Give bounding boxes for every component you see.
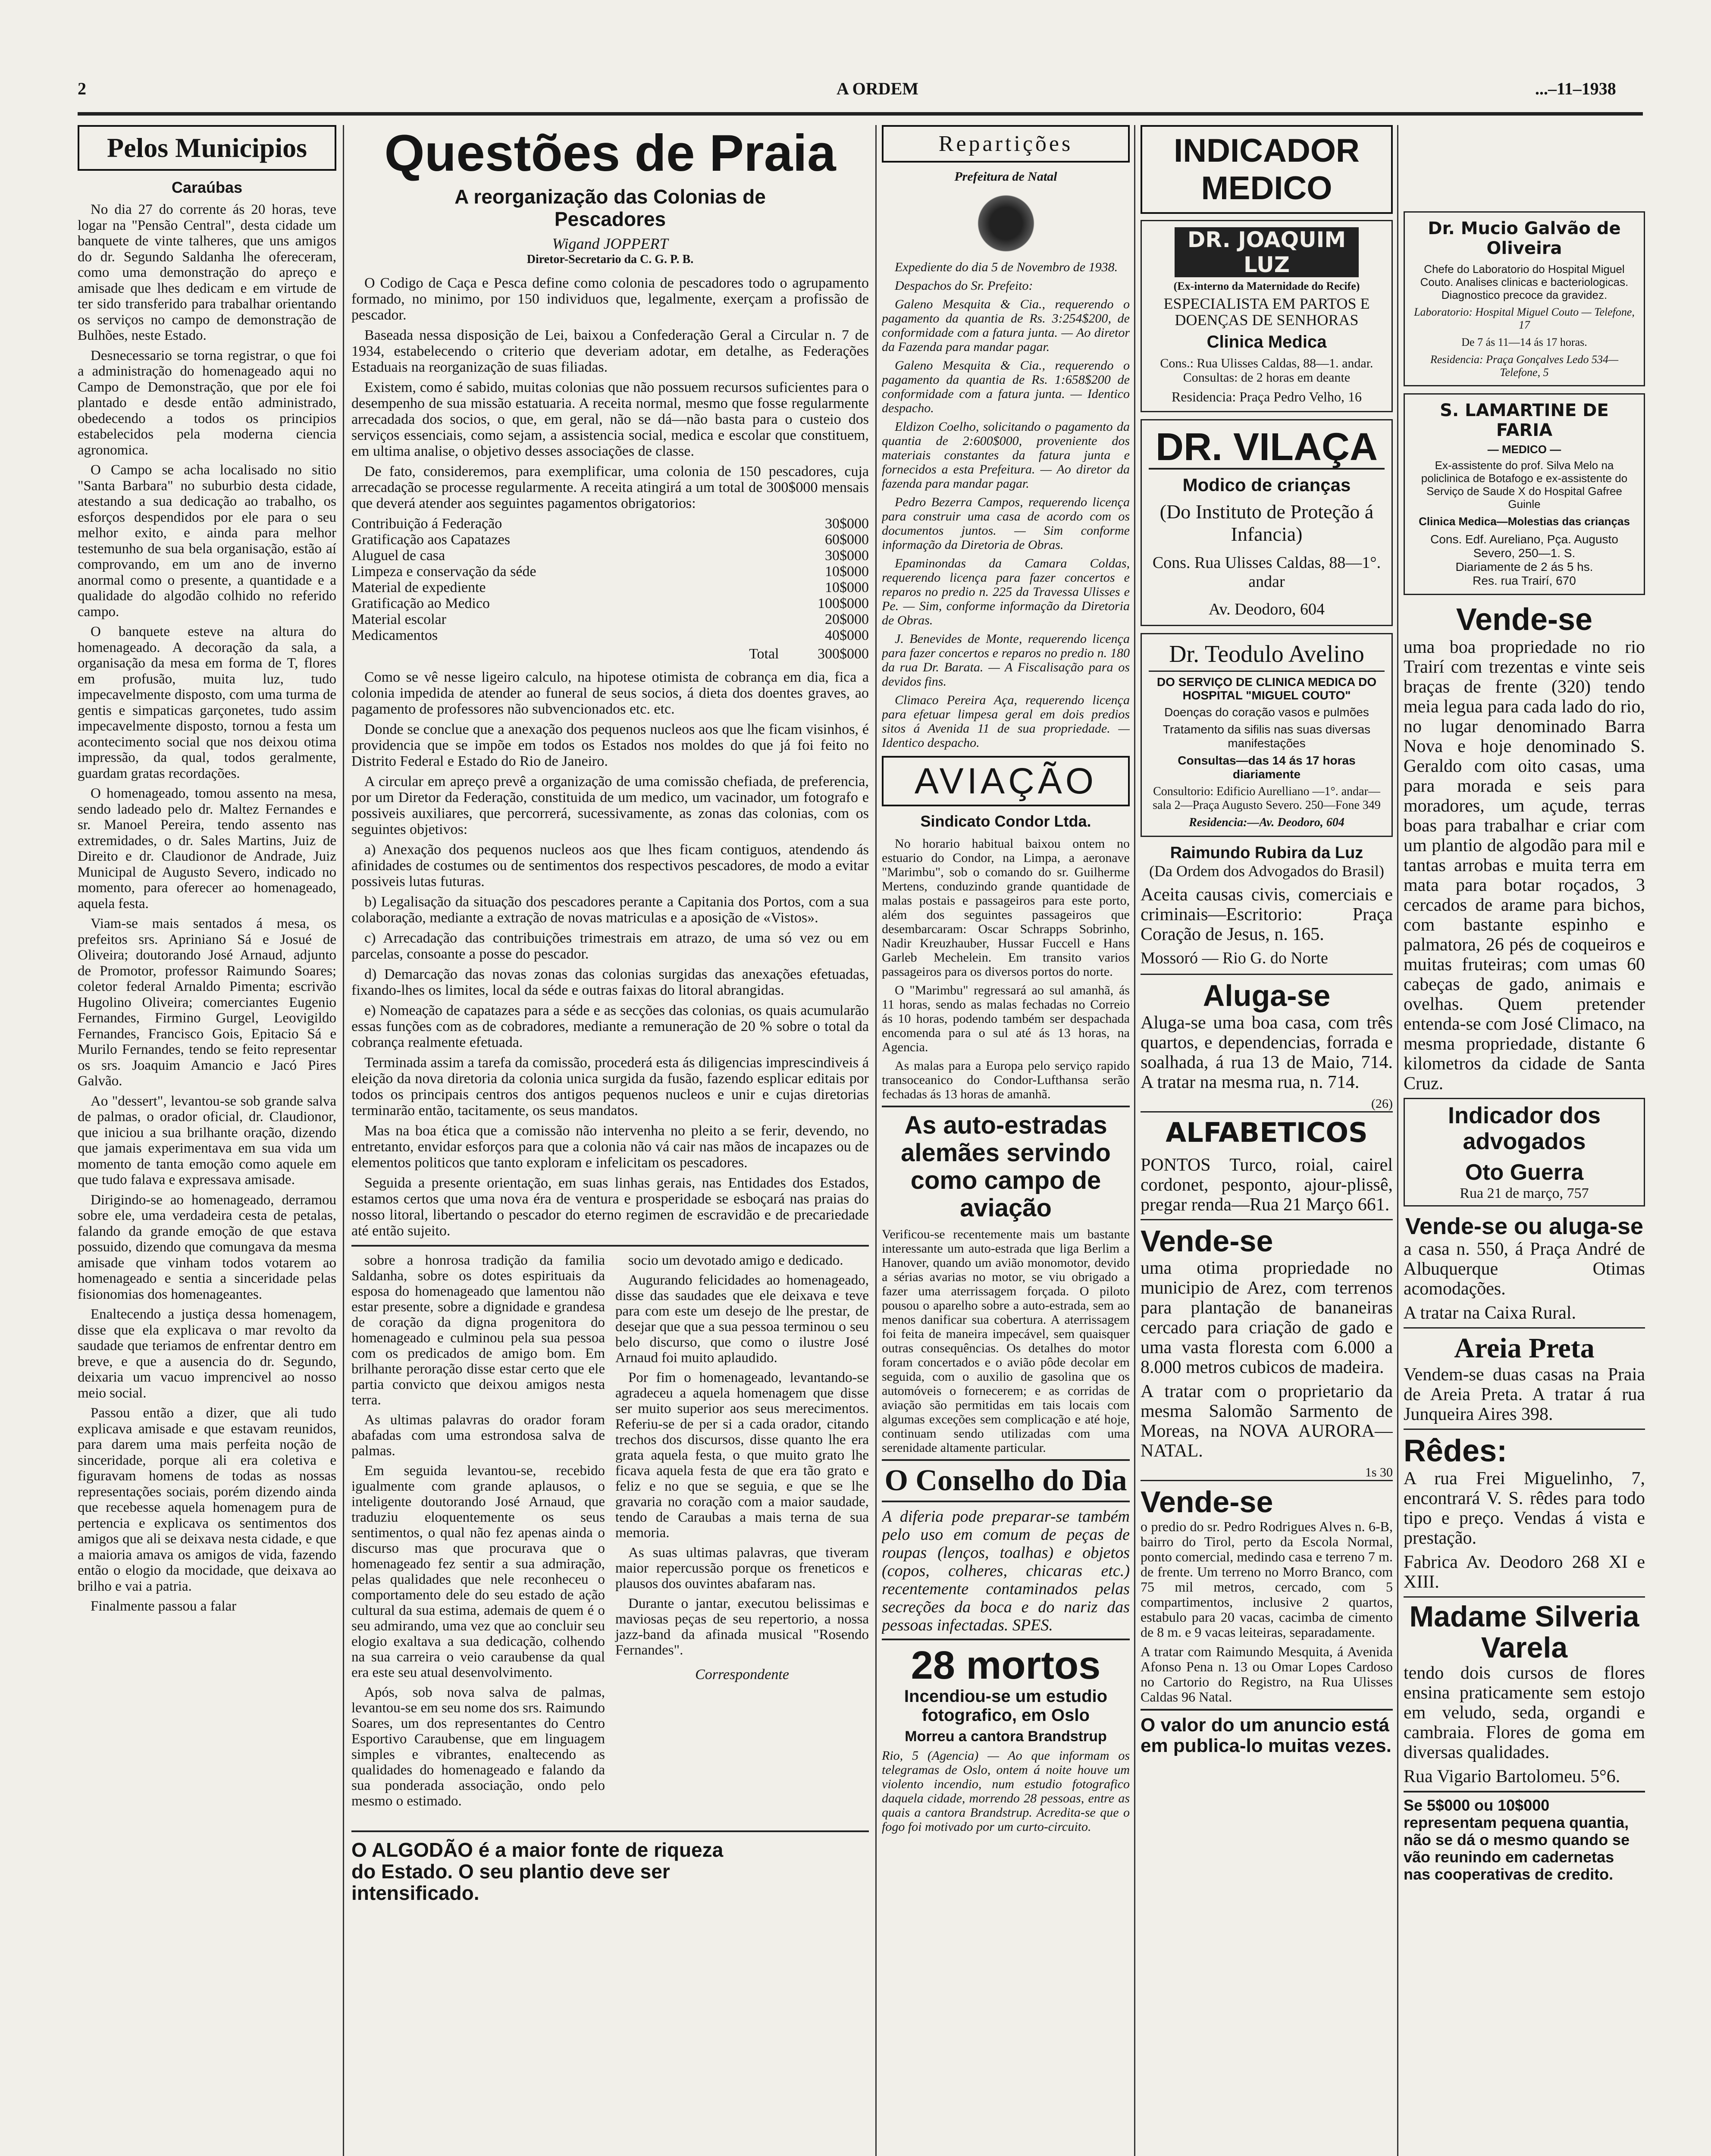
ad-text: Aceita causas civis, comerciais e criminais—Escritorio: Praça Coração de Jesus, n. 165. xyxy=(1141,885,1393,944)
ad-specialty: Modico de crianças xyxy=(1182,475,1351,495)
column-classificados xyxy=(1404,125,1645,2156)
ad-title: Vende-se ou aluga-se xyxy=(1405,1213,1644,1239)
fees-row xyxy=(351,611,869,627)
article-title: Questões de Praia xyxy=(384,125,836,182)
page-number: 2 xyxy=(78,79,86,98)
paragraph: Eldizon Coelho, solicitando o pagamento da quantia de 2:600$000, proveniente dos materiais constantes da fatura junta e fornecidos a esta Prefeitura. — Ao diretor da fazenda para mandar pagar. xyxy=(882,420,1130,491)
ad-line: Doenças do coração vasos e pulmões xyxy=(1164,705,1369,719)
paragraph: De fato, consideremos, para exemplificar, uma colonia de 150 pescadores, cuja arrecadação se processe regularmente. A receita atingirá a um total de 300$000 mensais que deverá atender aos seguintes pagamentos obrigatorios: xyxy=(351,464,869,511)
paragraph: socio um devotado amigo e dedicado. xyxy=(628,1253,843,1268)
fees-row xyxy=(351,564,869,580)
ad-text: Aluga-se uma boa casa, com três quartos, e dependencias, forrada e soalhada, á rua 13 de Maio, 714. A tratar na mesma rua, n. 714. xyxy=(1141,1013,1393,1092)
ad-title: Indicador dos advogados xyxy=(1448,1103,1601,1154)
mortos-title: 28 mortos xyxy=(882,1639,1130,1687)
ad-title: Areia Preta xyxy=(1454,1332,1595,1364)
ad-name: Dr. Teodulo Avelino xyxy=(1149,640,1385,672)
ad-indicador-advogados xyxy=(1404,1098,1645,1206)
page-header xyxy=(78,73,1643,116)
fee-value: 20$000 xyxy=(825,611,869,627)
fee-value: 60$000 xyxy=(825,532,869,548)
ad-madame-silveria xyxy=(1404,1596,1645,1786)
section-subtitle: Caraúbas xyxy=(171,179,243,196)
paragraph: J. Benevides de Monte, requerendo licença para fazer concertos e reparos no predio n. 180 da rua Dr. Barata. — A Fiscalisação para os devidos fins. xyxy=(882,632,1130,689)
paragraph: Após, sob nova salva de palmas, levantou-se em seu nome dos srs. Raimundo Soares, um dos representantes do Centro Esportivo Caraubense, que em linguagem simples e vibrantes, enaltecendo as qualidades do homenageado e falando da sua ponderada associação, ondo pelo mesmo o estimado. xyxy=(351,1685,605,1809)
paragraph: Como se vê nesse ligeiro calculo, na hipotese otimista de cobrança em dia, fica a colonia impedida de atender ao funeral de seus socios, á dieta dos doentes graves, ao pagamento de professores não subvencionados etc. etc. xyxy=(351,669,869,717)
article-author-role: Diretor-Secretario da C. G. P. B. xyxy=(526,253,694,266)
paragraph: Seguida a presente orientação, em suas linhas gerais, nas Entidades dos Estados, estamos certos que uma nova éra de ventura e prosperidade se esboçará nas praias do nosso litoral, libertando o pescador do eterno regimen de escravidão e de precariedade até então sujeito. xyxy=(351,1175,869,1239)
ad-title: Rêdes: xyxy=(1404,1434,1507,1468)
ad-vende-se-arez xyxy=(1141,1219,1393,1480)
paragraph: Durante o jantar, executou belissimas e maviosas peças de seu repertorio, a nossa jazz-band da afinada musical "Rosendo Fernandes". xyxy=(615,1596,869,1658)
conselho-title: O Conselho do Dia xyxy=(882,1459,1130,1502)
ad-hours: Diariamente de 2 ás 5 hs. xyxy=(1455,560,1593,573)
aviacao-body xyxy=(882,837,1130,1101)
fee-value: 100$000 xyxy=(818,595,869,611)
algodao-notice: O ALGODÃO é a maior fonte de riqueza do Estado. O seu plantio deve ser intensificado. xyxy=(351,1830,869,1904)
continuation-right xyxy=(615,1253,869,1658)
ad-text: A tratar com Raimundo Mesquita, á Avenida Afonso Pena n. 13 ou Omar Lopes Cardoso no Cartorio do Registro, na Rua Ulisses Caldas 96 Natal. xyxy=(1141,1644,1393,1705)
paragraph: O Campo se acha localisado no sitio "Santa Barbara" no suburbio desta cidade, atestando a sua dedicação ao trabalho, os esforços despendidos por ele para o seu melhor exito, e ainda para melhor testemunho de sua bela organisação, estão aí comprovando, em um ano de inverno anormal como o presente, a quantidade e a qualidade do algodão colhido no referido campo. xyxy=(78,462,336,620)
ad-mucio-galvao xyxy=(1404,211,1645,386)
ad-role: — MEDICO — xyxy=(1487,443,1561,456)
paragraph: Ao "dessert", levantou-se sob grande salva de palmas, o orador oficial, dr. Claudionor, que iniciou a sua brilhante oração, dizendo que jamais experimentava em sua vida um momento de tanta emoção como aquele em que tudo falava e expressava amisade. xyxy=(78,1093,336,1188)
issue-date: ...–11–1938 xyxy=(1535,79,1616,98)
ad-text: A tratar com o proprietario da mesma Salomão Sarmento de Moreas, na NOVA AURORA—NATAL. xyxy=(1141,1382,1393,1461)
ad-text: uma boa propriedade no rio Trairí com trezentas e vinte seis braças de frente (320) tendo meia legua para cada lado do rio, no lugar denominado Barra Nova e hoje denominado S. Geraldo com oito casas, uma para morada e seis para moradores, um açude, terras boas para trabalhar e criar com um plantio de algodão para mil e tantas arrobas e muita terra em mata para botar roçados, 3 cercados de arame para bichos, com bastante espinho e palmatora, 26 pés de coqueiros e muitas fruteiras; com umas 60 cabeças de gado, animais e ovelhas. Quem pretender entenda-se com José Climaco, na mesma propriedade, distante 6 kilometros da cidade de Santa Cruz. xyxy=(1404,637,1645,1094)
paragraph: O homenageado, tomou assento na mesa, sendo ladeado pelo dr. Maltez Fernandes e sr. Manoel Pereira, tendo assento nas extremidades, o dr. Sales Martins, Juiz de Direito e dr. Claudionor de Andrade, Juiz Municipal de Augusto Severo, indicado no momento, para oferecer ao homenageado, aquela festa. xyxy=(78,786,336,912)
ad-value-notice: O valor do um anuncio está em publica-lo muitas vezes. xyxy=(1141,1709,1393,1756)
ad-name: Oto Guerra xyxy=(1465,1160,1584,1185)
fee-label: Aluguel de casa xyxy=(351,548,445,564)
paragraph: Baseada nessa disposição de Lei, baixou a Confederação Geral a Circular n. 7 de 1934, estabelecendo o criterio que deveriam adotar, em detalhe, as Federações Estaduais na reorganização de suas filiadas. xyxy=(351,327,869,375)
fees-total-label: Total xyxy=(749,646,779,662)
column-rule xyxy=(1397,125,1398,2156)
fee-label: Medicamentos xyxy=(351,627,438,643)
paragraph: Donde se conclue que a anexação dos pequenos nucleos aos que lhe ficam visinhos, é providencia que se impõe em todos os Estados nos moldes do que já foi feito no Distrito Federal e Estado do Rio de Janeiro. xyxy=(351,721,869,769)
fees-total-value: 300$000 xyxy=(818,646,869,662)
article-subtitle: A reorganização das Colonias de Pescadores xyxy=(454,185,766,230)
conselho-body: A diferia pode preparar-se também pelo uso em comum de peças de roupas (lenços, toalhas) e objetos (copos, colheres, chicaras etc.) recentemente contaminados pelas secreções da boca e do nariz das pessoas infectadas. SPES. xyxy=(882,1507,1130,1634)
ad-line: Residencia:—Av. Deodoro, 604 xyxy=(1189,816,1344,829)
fee-label: Gratificação aos Capatazes xyxy=(351,532,511,548)
paragraph: O "Marimbu" regressará ao sul amanhã, ás 11 horas, sendo as malas fechadas no Correio ás 10 horas, podendo também ser despachada encomenda para o sul até ás 13 horas, na Agencia. xyxy=(882,983,1130,1054)
fees-row xyxy=(351,516,869,532)
paragraph: A circular em apreço prevê a organização de uma comissão chefiada, de preferencia, por um Diretor da Federação, constituida de um medico, um vacinador, um fotografo e possiveis auxiliares, que percorrerá, sucessivamente, as zonas das colonias, com os seguintes objetivos: xyxy=(351,774,869,837)
paragraph: b) Legalisação da situação dos pescadores perante a Capitania dos Portos, com a sua colaboração, mediante a extração de novas matriculas e a aposição de «Vistos». xyxy=(351,894,869,926)
ad-location: Mossoró — Rio G. do Norte xyxy=(1141,949,1328,967)
ad-lamartine-faria xyxy=(1404,393,1645,595)
paragraph: Existem, como é sabido, muitas colonias que não possuem recursos suficientes para o desempenho de sua missão estatuaria. A receita normal, mesmo que fosse regularmente arrecadada dos socios, o que, em geral, não se dá—não basta para o custeio dos serviços essenciais, como sejam, a assistencia social, medica e escolar que constituem, em ultima analise, o objetivo desses associações de classe. xyxy=(351,379,869,459)
ad-vilaca xyxy=(1141,419,1393,626)
paragraph: Viam-se mais sentados á mesa, os prefeitos srs. Apriniano Sá e Josué de Oliveira; doutorando José Arnaud, adjunto de Promotor, professor Raimundo Soares; coletor federal Arnaldo Pimenta; escrivão Hugolino Oliveira; comerciantes Eugenio Fernandes, Firmino Gurgel, Leovigildo Fernandes, Francisco Gois, Epitacio Sá e Murilo Fernandes, tendo se feito representar os srs. Joaquim Amancio e Jacó Pires Galvão. xyxy=(78,916,336,1089)
column-questoes-de-praia xyxy=(351,125,869,2156)
ad-vende-se-trairi xyxy=(1404,602,1645,1094)
ad-line: Tratamento da sifilis nas suas diversas manifestações xyxy=(1163,723,1371,750)
ad-consultorio: Cons. Rua Ulisses Caldas, 88—1°. andar xyxy=(1152,554,1381,591)
ad-title: Vende-se xyxy=(1141,1485,1273,1519)
fees-row xyxy=(351,548,869,564)
paragraph: a) Anexação dos pequenos nucleos aos que lhes ficam contiguos, atendendo ás afinidades de costumes ou de sentimentos dos respectivos pescadores, de modo a evitar possiveis lutas futuras. xyxy=(351,842,869,890)
fees-row xyxy=(351,595,869,611)
ad-residence: Residencia: Praça Pedro Velho, 16 xyxy=(1171,389,1362,404)
ad-residence: Residencia: Praça Gonçalves Ledo 534—Telefone, 5 xyxy=(1430,353,1619,379)
ad-text: A rua Frei Miguelinho, 7, encontrará V. S. rêdes para todo tipo e preço. Vendas á vista e prestação. xyxy=(1404,1469,1645,1548)
ad-laboratorio: Laboratorio: Hospital Miguel Couto — Telefone, 17 xyxy=(1414,306,1635,331)
paragraph: Passou então a dizer, que ali tudo explicava amisade e que estavam reunidos, para darem uma mais perfeita noção de sinceridade, porque ali era coletiva e figuravam homens de todas as nossas representações sociais, porém dizendo ainda que recebesse aquela homenagem pura de pertencia e explicava os sentimentos dos amigos que ali se deixava nesta cidade, e que a maioria amava os amigos de vida, fazendo então o elogio da mocidade, que deixava ao brilho e vai a patria. xyxy=(78,1405,336,1594)
ad-areia-preta xyxy=(1404,1327,1645,1424)
paragraph: Galeno Mesquita & Cia., requerendo o pagamento da quantia de Rs. 3:254$200, de conformidade com a fatura junta. — Ao diretor da Fazenda para mandar pagar. xyxy=(882,297,1130,354)
paragraph: Despachos do Sr. Prefeito: xyxy=(895,279,1033,293)
ad-line: Consultas—das 14 ás 17 horas diariamente xyxy=(1178,754,1356,781)
city-emblem-icon xyxy=(974,191,1038,256)
column-rule xyxy=(343,125,344,2156)
ad-redes xyxy=(1404,1429,1645,1592)
ad-subtitle: (Da Ordem dos Advogados do Brasil) xyxy=(1149,862,1384,880)
paragraph: Climaco Pereira Aça, requerendo licença para efetuar limpesa geral em dois predios sitos á Avenida 11 de sua propriedade. — Identico despacho. xyxy=(882,693,1130,750)
continuation-block xyxy=(351,1245,869,1813)
ad-clinic: Clinica Medica—Molestias das crianças xyxy=(1419,515,1630,528)
article-body xyxy=(78,202,336,1614)
fee-value: 30$000 xyxy=(825,516,869,532)
ad-address: Rua Vigario Bartolomeu. 5°6. xyxy=(1404,1767,1620,1786)
paragraph: sobre a honrosa tradição da familia Saldanha, sobre os dotes espirituais da esposa do homenageado que lamentou não estar presente, sobre a dignidade e grandesa de coração da digna progenitora do homenageado e culminou pela sua pessoa com os predicados de amigo bom. Em brilhante peroração disse estar certo que ele partia convicto que deixou amigos nesta terra. xyxy=(351,1253,605,1408)
section-title: Repartições xyxy=(882,125,1130,163)
aviacao-title: AVIAÇÃO xyxy=(882,756,1130,806)
cooperativa-notice: Se 5$000 ou 10$000 representam pequena quantia, não se dá o mesmo quando se vão reunindo em cadernetas nas cooperativas de credito. xyxy=(1404,1791,1645,1883)
article-author: Wigand JOPPERT xyxy=(552,235,668,252)
ad-joaquim-luz xyxy=(1141,220,1393,412)
ad-title: Madame Silveria Varela xyxy=(1409,1600,1639,1664)
fee-value: 10$000 xyxy=(825,580,869,595)
paragraph: Terminada assim a tarefa da comissão, procederá esta ás diligencias imprescindiveis á eleição da nova diretoria da colonia unica surgida da fusão, fazendo esplicar editais por todos os principais centros dos antigos pequenos nucleos e unir e cujas diretorias terminarão então, tacitamente, os seus mandatos. xyxy=(351,1055,869,1119)
ad-text: o predio do sr. Pedro Rodrigues Alves n. 6-B, bairro do Tirol, perto da Escola Normal, ponto comercial, medindo casa e terreno 7 m. de frente. Um terreno no Morro Branco, com 75 mil metros, cercado, com 5 compartimentos, inclusive 2 quartos, estabulo para 20 vacas, cacimba de cimento de 8 m. e 9 vacas leiteiras, separadamente. xyxy=(1141,1519,1393,1640)
paragraph: Por fim o homenageado, levantando-se agradeceu a aquela homenagem que disse ser muito superior aos seus merecimentos. Referiu-se de per si a cada orador, citando trechos dos discursos, disse quanto lhe era grata aquela festa, o que muito grato lhe ficava aquela festa de que era tão grato e feliz e no que se seguia, e que se lhe gravaria no coração com a maior saudade, tendo de Caraubas a mais terna de sua memoria. xyxy=(615,1370,869,1541)
paragraph: As malas para a Europa pelo serviço rapido transoceanico do Condor-Lufthansa serão fechadas ás 13 horas de amanhã. xyxy=(882,1059,1130,1101)
ad-residence: Res. rua Trairí, 670 xyxy=(1473,574,1576,587)
mortos-subtitle-2: Morreu a cantora Brandstrup xyxy=(905,1728,1107,1745)
autoestradas-body: Verificou-se recentemente mais um bastante interessante um auto-estrada que liga Berlim a Hanover, quando um avião monomotor, devido a sérias avarias no motor, se viu obrigado a fazer uma aterrissagem forçada. O piloto pousou o aparelho sobre a auto-estrada, sem ao menos danificar sua cobertura. A aterrissagem foi feita de maneira impecável, sem quaisquer outras consequências. Os detalhes do motor foram concertados e o avião pôde decolar em seguida, com o auxilio de gasolina que os automóveis o fornecerem; e as corridas de aviação são permitidas em tais locais com algumas exceções sem complicação e até hoje, continuam sendo utilizadas com uma serenidade altamente particular. xyxy=(882,1227,1130,1455)
ad-specialty: ESPECIALISTA EM PARTOS E DOENÇAS DE SENHORAS xyxy=(1163,295,1370,329)
continuation-left xyxy=(351,1253,605,1813)
ad-aluga-se xyxy=(1141,974,1393,1111)
ad-text: Ex-assistente do prof. Silva Melo na policlinica de Botafogo e ex-assistente do Serviço de Saude X do Hospital Gafree Guinle xyxy=(1421,459,1628,511)
paragraph: As suas ultimas palavras, que tiveram maior repercussão porque os freneticos e plausos dos ouvintes abafaram nas. xyxy=(615,1545,869,1592)
fee-label: Limpeza e conservação da séde xyxy=(351,564,536,580)
article-body xyxy=(351,275,869,511)
ad-residence: Av. Deodoro, 604 xyxy=(1208,600,1325,618)
fees-row xyxy=(351,532,869,548)
ad-text: tendo dois cursos de flores ensina praticamente sem estojo em veludo, seda, organdi e cambraia. Flores de goma em diversas qualidades. xyxy=(1404,1663,1645,1762)
paragraph: Em seguida levantou-se, recebido igualmente com grande aplausos, o inteligente doutorando José Arnaud, que traduziu eloquentemente os seus sentimentos, o qual não fez apenas ainda o discurso mas que procurava que o homenageado fez sentir a sua admiração, pelas qualidades que nele reconheceu o comportamento dele do seu estado de ação cultural da sua estima, ademais de quem é o seu admirando, uma vez que ao concluir seu elogio exaltava a sua dedicação, colhendo na sua carreira o veio caraubense da qual era este seu atual desenvolvimento. xyxy=(351,1463,605,1680)
paragraph: Augurando felicidades ao homenageado, disse das saudades que ele deixava e teve para com este um desejo de lhe prestar, de desejar que que a sua pessoa terminou o seu belo discurso, que como o ilustre José Arnaud foi muito aplaudido. xyxy=(615,1272,869,1366)
ad-line: Consultorio: Edificio Aurelliano —1°. andar—sala 2—Praça Augusto Severo. 250—Fone 349 xyxy=(1153,785,1381,812)
ad-text: A tratar na Caixa Rural. xyxy=(1404,1303,1576,1323)
ad-text: uma otima propriedade no municipio de Arez, com terrenos para plantação de bananeiras cercado para criação de gado e uma vasta floresta com 6.000 a 8.000 metros cubicos de madeira. xyxy=(1141,1258,1393,1377)
fee-value: 30$000 xyxy=(825,548,869,564)
ad-teodulo-avelino xyxy=(1141,633,1393,837)
paragraph: e) Nomeação de capatazes para a séde e as secções das colonias, os quais acumularão essas funções com as de cobradores, mediante a remuneração de 20 % sobre o total da cobrança realmente efetuada. xyxy=(351,1003,869,1050)
correspondent-signature: Correspondente xyxy=(695,1667,789,1683)
fees-row xyxy=(351,627,869,643)
section-title: INDICADOR MEDICO xyxy=(1141,125,1393,214)
ad-alfabeticos xyxy=(1141,1111,1393,1215)
column-rule xyxy=(875,125,877,2156)
paragraph: No dia 27 do corrente ás 20 horas, teve logar na "Pensão Central", desta cidade um banquete de vinte talheres, que uns amigos do dr. Segundo Saldanha lhe ofereceram, como uma demonstração do apreço e amisade que lhes dedicam e em virtude de ter sido transferido para trabalhar orientando os serviços no campo de demonstração de Bulhões, neste Estado. xyxy=(78,202,336,343)
mortos-subtitle: Incendiou-se um estudio fotografico, em Oslo xyxy=(904,1687,1108,1725)
ad-title: ALFABETICOS xyxy=(1166,1117,1368,1148)
ad-specialty: DO SERVIÇO DE CLINICA MEDICA DO HOSPITAL "MIGUEL COUTO" xyxy=(1156,675,1377,702)
ad-text: PONTOS Turco, roial, cairel cordonet, pesponto, ajour-plissê, pregar renda—Rua 21 Março 661. xyxy=(1141,1155,1393,1215)
ad-vende-se-tirol xyxy=(1141,1480,1393,1705)
paragraph: Finalmente passou a falar xyxy=(91,1598,237,1614)
ad-vende-aluga xyxy=(1404,1213,1645,1323)
column-reparticoes xyxy=(882,125,1130,2156)
paragraph: O banquete esteve na altura do homenageado. A decoração da sala, a organisação da mesa em forma de T, flores em profusão, muita luz, tudo impecavelmente disposto, com uma turma de gentis e simpaticas garçonetes, tudo assim impecavelmente disposto, tornou a festa um acontecimento social que nos deixou otima impressão, da qual, todos geralmente, guardam gratas recordações. xyxy=(78,624,336,781)
ad-name: DR. JOAQUIM LUZ xyxy=(1175,227,1359,277)
paragraph: Expediente do dia 5 de Novembro de 1938. xyxy=(895,260,1118,274)
ad-hours: De 7 ás 11—14 ás 17 horas. xyxy=(1461,336,1587,348)
paragraph: c) Arrecadação das contribuições trimestrais em atrazo, de uma só vez ou em parcelas, consoante a posse do pescador. xyxy=(351,930,869,962)
ad-consultorio: Cons.: Rua Ulisses Caldas, 88—1. andar. Consultas: de 2 horas em deante xyxy=(1160,356,1373,385)
ad-institute: (Do Instituto de Proteção á Infancia) xyxy=(1159,501,1374,545)
column-rule xyxy=(1134,125,1135,2156)
ad-text: Chefe do Laboratorio do Hospital Miguel Couto. Analises clinicas e bacteriologicas. Diagnostico precoce da gravidez. xyxy=(1420,263,1629,301)
ad-address: Rua 21 de março, 757 xyxy=(1460,1185,1589,1201)
ad-tag: 1s 30 xyxy=(1365,1465,1393,1479)
column-indicador-medico xyxy=(1141,125,1393,2156)
article-body xyxy=(351,669,869,1239)
ad-name: DR. VILAÇA xyxy=(1149,426,1385,470)
paragraph: Mas na boa ética que a comissão não intervenha no pleito a se ferir, devendo, no entretanto, envidar esforços para que a colonia não vá cair nas mãos de incapazes ou de elementos politicos que tanto exploram e infelicitam os pescadores. xyxy=(351,1123,869,1171)
reparticoes-list xyxy=(882,260,1130,750)
fees-table xyxy=(351,516,869,643)
fee-label: Material de expediente xyxy=(351,580,486,595)
fee-label: Material escolar xyxy=(351,611,446,627)
paragraph: d) Demarcação das novas zonas das colonias surgidas das anexações efetuadas, fixando-lhes os limites, local da séde e outras faixas do litoral abrangidas. xyxy=(351,966,869,998)
paragraph: Desnecessario se torna registrar, o que foi a administração do homenageado aqui no Campo de Demonstração, que por ele foi plantado e desde então administrado, obedecendo a todos os principios estabelecidos pela moderna ciencia agronomica. xyxy=(78,348,336,458)
ad-text: Vendem-se duas casas na Praia de Areia Preta. A tratar á rua Junqueira Aires 398. xyxy=(1404,1365,1645,1424)
fee-value: 10$000 xyxy=(825,564,869,580)
ad-clinic: Clinica Medica xyxy=(1206,332,1327,351)
masthead: A ORDEM xyxy=(837,79,918,98)
ad-name: S. LAMARTINE DE FARIA xyxy=(1440,401,1609,440)
paragraph: As ultimas palavras do orador foram abafadas com uma estrondosa salva de palmas. xyxy=(351,1412,605,1459)
section-title: Pelos Municipios xyxy=(78,125,336,171)
mortos-body: Rio, 5 (Agencia) — Ao que informam os telegramas de Oslo, ontem á noite houve um violento incendio, num estudio fotografico daquela cidade, morrendo 28 pessoas, entre as quais a cantora Brandstrup. Acredita-se que o fogo foi motivado por um curto-circuito. xyxy=(882,1749,1130,1834)
fee-label: Contribuição á Federação xyxy=(351,516,502,532)
aviacao-subtitle: Sindicato Condor Ltda. xyxy=(920,812,1091,830)
ad-raimundo-rubira xyxy=(1141,844,1393,968)
ad-text: Fabrica Av. Deodoro 268 XI e XIII. xyxy=(1404,1552,1645,1592)
ad-name: Dr. Mucio Galvão de Oliveira xyxy=(1428,219,1621,258)
ad-name: Raimundo Rubira da Luz xyxy=(1170,844,1363,862)
fees-total xyxy=(351,646,869,662)
paragraph: O Codigo de Caça e Pesca define como colonia de pescadores todo o agrupamento formado, no minimo, por 150 individuos que, legalmente, exerçam a profissão de pescador. xyxy=(351,275,869,323)
ad-text: a casa n. 550, á Praça André de Albuquerque Otimas acomodações. xyxy=(1404,1239,1645,1299)
autoestradas-title: As auto-estradas alemães servindo como campo de aviação xyxy=(882,1106,1130,1222)
fee-label: Gratificação ao Medico xyxy=(351,595,490,611)
ad-tag: (26) xyxy=(1371,1097,1393,1111)
ad-consultorio: Cons. Edf. Aureliano, Pça. Augusto Severo, 250—1. S. xyxy=(1430,533,1618,560)
ad-subtitle: (Ex-interno da Maternidade do Recife) xyxy=(1173,280,1360,292)
paragraph: No horario habitual baixou ontem no estuario do Condor, na Limpa, a aeronave "Marimbu", sob o comando do sr. Guilherme Mertens, conduzindo grande quantidade de malas postais e passageiros para este porto, além dos seguintes passageiros que desembarcaram: Oscar Schrapps Sobrinho, Nadir Kreuzhauber, Hussar Fuccell e Hans Garleb Mechelein. Em transito varios passageiros para os diversos portos do norte. xyxy=(882,837,1130,979)
paragraph: Enaltecendo a justiça dessa homenagem, disse que ela explicava o mar revolto da saudade que teriamos de enfrentar dentro em breve, e que a ausencia do dr. Segundo, deixaria um vacuo imprencivel ao nosso meio social. xyxy=(78,1307,336,1401)
paragraph: Pedro Bezerra Campos, requerendo licença para construir uma casa de acordo com os documentos juntos. — Sim conforme informação da Diretoria de Obras. xyxy=(882,495,1130,552)
column-municipios xyxy=(78,125,336,2156)
ad-title: Aluga-se xyxy=(1203,979,1331,1012)
section-subtitle: Prefeitura de Natal xyxy=(954,169,1057,184)
fee-value: 40$000 xyxy=(825,627,869,643)
paragraph: Galeno Mesquita & Cia., requerendo o pagamento da quantia de Rs. 1:658$200 de conformidade com a fatura junta. — Identico despacho. xyxy=(882,358,1130,415)
ad-title: Vende-se xyxy=(1141,1224,1273,1258)
ad-title: Vende-se xyxy=(1456,602,1593,637)
fees-row xyxy=(351,580,869,595)
paragraph: Epaminondas da Camara Coldas, requerendo licença para fazer concertos e reparos no predio n. 225 da Travessa Ulisses e Pe. — Sim, conforme informação da Diretoria de Obras. xyxy=(882,556,1130,627)
paragraph: Dirigindo-se ao homenageado, derramou sobre ele, uma verdadeira cesta de petalas, falando da grande emoção de que estava possuido, dizendo que comungava da mesma amisade que vinham todos votarem ao homenageado e sentia a sinceridade pelas fisionomias dos homenageantes. xyxy=(78,1192,336,1302)
